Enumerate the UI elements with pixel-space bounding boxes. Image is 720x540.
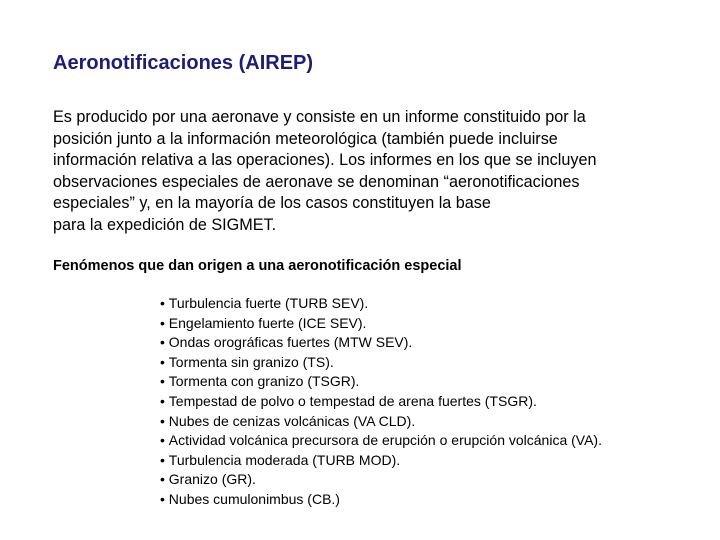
phenomena-heading: Fenómenos que dan origen a una aeronotificación especial — [53, 258, 462, 274]
slide-title: Aeronotificaciones (AIREP) — [53, 52, 314, 74]
list-item: • Turbulencia fuerte (TURB SEV). — [160, 294, 602, 314]
list-item: • Actividad volcánica precursora de erupción o erupción volcánica (VA). — [160, 431, 602, 451]
intro-paragraph — [53, 107, 693, 237]
intro-line: Es producido por una aeronave y consiste en un informe constituido por la — [53, 108, 586, 126]
list-item: • Engelamiento fuerte (ICE SEV). — [160, 314, 602, 334]
intro-line: especiales” y, en la mayoría de los casos constituyen la base — [53, 194, 491, 213]
list-item: • Tormenta con granizo (TSGR). — [160, 372, 602, 392]
list-item: • Nubes de cenizas volcánicas (VA CLD). — [160, 412, 602, 432]
phenomena-list — [160, 294, 602, 510]
intro-line: información relativa a las operaciones). Los informes en los que se incluyen — [53, 151, 597, 170]
list-item: • Tempestad de polvo o tempestad de arena fuertes (TSGR). — [160, 392, 602, 412]
intro-line: posición junto a la información meteorológica (también puede incluirse — [53, 129, 558, 148]
list-item: • Ondas orográficas fuertes (MTW SEV). — [160, 333, 602, 353]
list-item: • Tormenta sin granizo (TS). — [160, 353, 602, 373]
intro-line: observaciones especiales de aeronave se denominan “aeronotificaciones — [53, 172, 580, 191]
list-item: • Granizo (GR). — [160, 470, 602, 490]
intro-line: para la expedición de SIGMET. — [53, 215, 277, 234]
list-item: • Turbulencia moderada (TURB MOD). — [160, 451, 602, 471]
list-item: • Nubes cumulonimbus (CB.) — [160, 490, 602, 510]
